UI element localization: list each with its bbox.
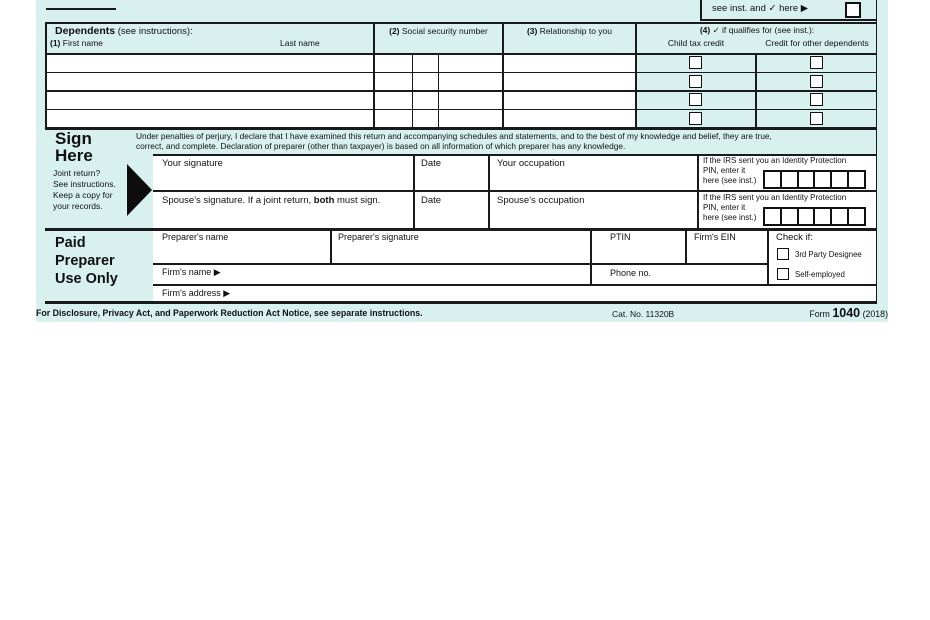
spouse-sig-post: must sign. <box>334 195 381 206</box>
section-border <box>45 228 877 231</box>
dependent-row[interactable] <box>45 72 635 91</box>
check-if-label: Check if: <box>776 232 813 243</box>
firms-name-label: Firm's name ▶ <box>162 267 221 277</box>
col-qualifies-header <box>637 25 877 36</box>
child-tax-credit-header: Child tax credit <box>667 38 725 48</box>
divider-line <box>767 228 769 284</box>
divider-line <box>697 154 699 228</box>
divider-line <box>45 109 877 111</box>
divider-line <box>488 154 490 228</box>
col-last-name-header: Last name <box>280 38 320 48</box>
paid-preparer-title-1: Paid <box>55 235 86 251</box>
col1-number: (1) <box>50 38 61 48</box>
ssn-divider-line <box>438 53 439 127</box>
col2-number: (2) <box>389 26 400 36</box>
ip-pin-label-line3: here (see inst.) <box>703 213 757 222</box>
your-occupation-label: Your occupation <box>497 158 565 169</box>
section-border <box>45 301 877 304</box>
third-party-designee-label: 3rd Party Designee <box>795 250 862 259</box>
col4-number: (4) <box>699 25 711 35</box>
divider-line <box>330 228 332 263</box>
col-ssn-header <box>375 26 502 36</box>
ip-pin-label-line2: PIN, enter it <box>703 203 746 212</box>
divider-line <box>685 228 687 263</box>
dependents-title-bold: Dependents <box>55 25 116 37</box>
pin-box[interactable] <box>847 170 866 189</box>
firms-ein-label: Firm's EIN <box>694 232 736 242</box>
ptin-field[interactable] <box>590 228 685 263</box>
section-border <box>45 127 877 130</box>
perjury-statement-line2: correct, and complete. Declaration of preparer (other than taxpayer) is based on all information of which preparer has any knowledge. <box>136 141 626 151</box>
ssn-divider-line <box>412 53 413 127</box>
firms-address-field[interactable] <box>153 284 877 301</box>
col-relationship-header <box>504 26 635 36</box>
child-tax-credit-checkbox[interactable] <box>689 112 702 125</box>
spouse-sig-bold: both <box>313 195 335 206</box>
self-employed-label: Self-employed <box>795 270 845 279</box>
divider-line <box>45 22 47 127</box>
credit-other-dependents-checkbox[interactable] <box>810 112 823 125</box>
your-signature-label: Your signature <box>162 158 223 169</box>
credit-other-dependents-checkbox[interactable] <box>810 56 823 69</box>
preparers-name-label: Preparer's name <box>162 232 229 242</box>
your-ip-pin-boxes[interactable] <box>765 170 866 189</box>
third-party-designee-checkbox[interactable] <box>777 248 789 260</box>
phone-no-label: Phone no. <box>610 268 652 278</box>
divider-line <box>700 0 702 20</box>
dependent-row[interactable] <box>45 90 635 109</box>
ip-pin-label-line1: If the IRS sent you an Identity Protection <box>703 156 847 165</box>
divider-line <box>45 72 877 74</box>
spouse-signature-label <box>162 195 380 206</box>
spouse-sig-pre: Spouse's signature. If a joint return, <box>162 195 314 206</box>
divider-line <box>876 127 878 228</box>
child-tax-credit-checkbox[interactable] <box>689 93 702 106</box>
dependent-row[interactable] <box>45 109 635 128</box>
see-inst-checkbox[interactable] <box>845 2 861 18</box>
spouse-occupation-label: Spouse's occupation <box>497 195 585 206</box>
see-inst-check-label: see inst. and ✓ here ▶ <box>712 3 809 14</box>
form-number-footer <box>788 306 888 320</box>
ip-pin-label-line2: PIN, enter it <box>703 166 746 175</box>
col3-label: Relationship to you <box>537 26 613 36</box>
divider-line <box>876 228 878 301</box>
spouse-ip-pin-boxes[interactable] <box>765 207 866 226</box>
divider-line <box>45 90 877 92</box>
dependents-title-suffix: (see instructions): <box>115 26 193 37</box>
child-tax-credit-checkbox[interactable] <box>689 75 702 88</box>
divider-line <box>153 190 877 192</box>
dependent-row[interactable] <box>45 53 635 72</box>
credit-other-dependents-checkbox[interactable] <box>810 75 823 88</box>
col-first-name-header <box>50 38 103 48</box>
sign-here-title-2: Here <box>55 146 93 165</box>
child-tax-credit-checkbox[interactable] <box>689 56 702 69</box>
preparers-signature-label: Preparer's signature <box>338 232 419 242</box>
divider-line <box>413 154 415 228</box>
date-label: Date <box>421 158 442 169</box>
col3-number: (3) <box>526 26 538 36</box>
divider-line <box>590 228 592 284</box>
firms-address-label: Firm's address ▶ <box>162 288 231 298</box>
sign-here-title-1: Sign <box>55 129 92 148</box>
self-employed-checkbox[interactable] <box>777 268 789 280</box>
form-word: Form <box>809 309 833 319</box>
form-year: (2018) <box>860 309 888 319</box>
form-number: 1040 <box>832 306 861 320</box>
credit-other-dependents-header: Credit for other dependents <box>765 38 869 48</box>
divider-line <box>502 22 504 127</box>
sign-here-note-1: Joint return? <box>53 168 101 178</box>
divider-line <box>153 284 877 286</box>
sign-here-note-4: your records. <box>53 201 103 211</box>
paid-preparer-title-2: Preparer <box>55 253 115 269</box>
sign-here-note-3: Keep a copy for <box>53 190 113 200</box>
disclosure-notice: For Disclosure, Privacy Act, and Paperwork Reduction Act Notice, see separate instructions. <box>36 308 423 318</box>
sign-here-arrow-icon <box>127 164 152 216</box>
ip-pin-label-line1: If the IRS sent you an Identity Protection <box>703 193 847 202</box>
pin-box[interactable] <box>847 207 866 226</box>
spouse-date-label: Date <box>421 195 442 206</box>
dependents-title <box>55 25 193 37</box>
paid-preparer-title-3: Use Only <box>55 271 118 287</box>
divider-line <box>46 8 116 10</box>
divider-line <box>373 22 375 127</box>
col1-label: First name <box>60 38 103 48</box>
divider-line <box>153 263 767 265</box>
ptin-label: PTIN <box>610 232 631 242</box>
catalog-number: Cat. No. 11320B <box>612 309 675 319</box>
perjury-statement-line1: Under penalties of perjury, I declare that I have examined this return and accompanying schedules and statements, and to the best of my knowledge and belief, they are true, <box>136 131 772 141</box>
col2-label: Social security number <box>399 26 488 36</box>
credit-other-dependents-checkbox[interactable] <box>810 93 823 106</box>
divider-line <box>45 22 877 24</box>
divider-line <box>755 53 757 127</box>
divider-line <box>45 53 877 55</box>
divider-line <box>700 19 877 21</box>
col4-label: ✓ if qualifies for (see inst.): <box>710 25 815 35</box>
ip-pin-label-line3: here (see inst.) <box>703 176 757 185</box>
sign-here-note-2: See instructions. <box>53 179 116 189</box>
